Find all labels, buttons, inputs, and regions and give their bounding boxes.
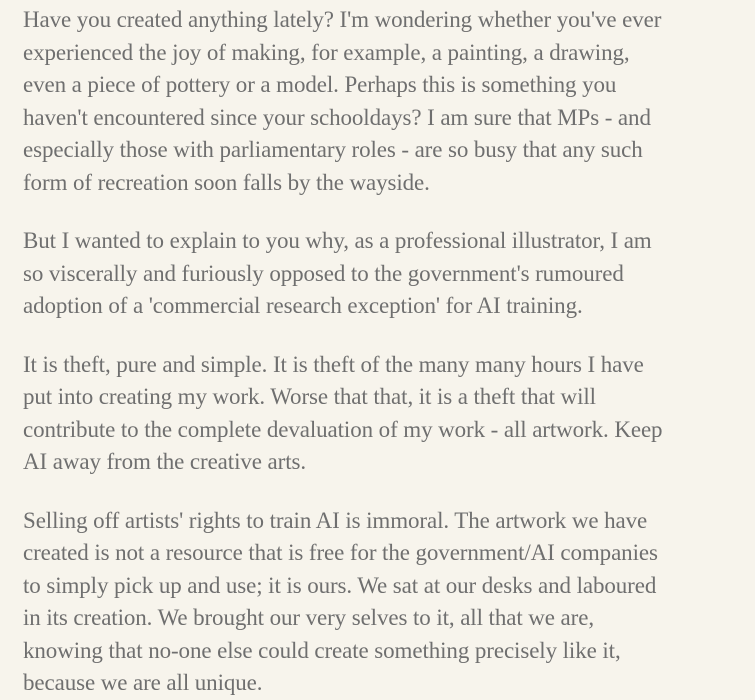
- text-line: experienced the joy of making, for example, a painting, a drawing,: [23, 39, 630, 65]
- text-line: AI away from the creative arts.: [23, 449, 306, 474]
- text-line: so viscerally and furiously opposed to the government's rumoured: [23, 260, 624, 286]
- text-line: form of recreation soon falls by the wayside.: [23, 169, 430, 195]
- text-line: because we are all unique.: [23, 670, 263, 695]
- text-line: created is not a resource that is free for the government/AI companies: [23, 540, 658, 565]
- paragraph-2: [23, 225, 733, 323]
- text-line: haven't encountered since your schooldays? I am sure that MPs - and: [23, 104, 651, 130]
- text-line: to simply pick up and use; it is ours. We sat at our desks and laboured: [23, 572, 657, 598]
- text-line: in its creation. We brought our very selves to it, all that we are,: [23, 605, 594, 630]
- paragraph-4: [23, 505, 733, 700]
- paragraph-1: [23, 4, 733, 199]
- text-line: put into creating my work. Worse that that, it is a theft that will: [23, 384, 596, 409]
- text-line: even a piece of pottery or a model. Perhaps this is something you: [23, 72, 617, 97]
- text-line: Have you created anything lately? I'm wondering whether you've ever: [23, 7, 662, 32]
- text-line: knowing that no-one else could create something precisely like it,: [23, 637, 621, 663]
- text-line: It is theft, pure and simple. It is theft of the many many hours I have: [23, 351, 644, 377]
- text-line: But I wanted to explain to you why, as a professional illustrator, I am: [23, 228, 652, 253]
- paragraph-3: [23, 349, 733, 479]
- text-line: adoption of a 'commercial research exception' for AI training.: [23, 293, 583, 318]
- text-line: Selling off artists' rights to train AI is immoral. The artwork we have: [23, 507, 648, 533]
- text-line: especially those with parliamentary roles - are so busy that any such: [23, 137, 643, 162]
- text-line: contribute to the complete devaluation of my work - all artwork. Keep: [23, 416, 663, 442]
